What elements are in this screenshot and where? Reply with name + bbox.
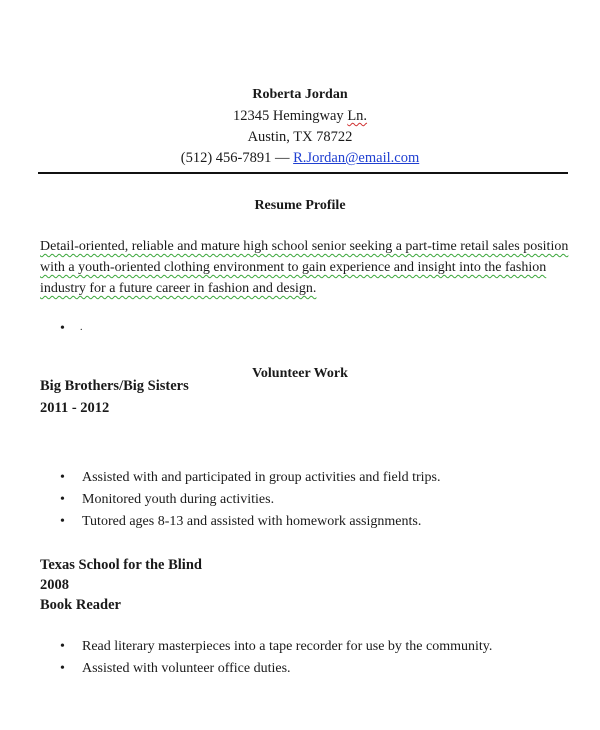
volunteer-role-2: Book Reader bbox=[40, 597, 121, 613]
bullet-icon: • bbox=[60, 492, 65, 507]
list-item: • Tutored ages 8-13 and assisted with homework assignments. bbox=[40, 511, 440, 533]
list-item: • Assisted with and participated in group activities and field trips. bbox=[40, 467, 440, 489]
bullet-icon: • bbox=[60, 639, 65, 654]
header-divider bbox=[38, 172, 568, 174]
volunteer-heading: Volunteer Work bbox=[252, 366, 348, 381]
empty-bullet-text: . bbox=[80, 322, 83, 333]
bullet-icon: • bbox=[60, 470, 65, 485]
phone-number: (512) 456-7891 — bbox=[180, 150, 294, 166]
volunteer-items-1 bbox=[40, 467, 440, 533]
bullet-icon: • bbox=[60, 514, 65, 529]
list-item: • Assisted with volunteer office duties. bbox=[40, 658, 492, 680]
address-line-2: Austin, TX 78722 bbox=[247, 129, 353, 145]
street-suffix-flagged: Ln. bbox=[347, 108, 368, 124]
empty-bullet-icon: • bbox=[60, 321, 65, 336]
volunteer-dates-1: 2011 - 2012 bbox=[40, 400, 110, 416]
email-link[interactable]: R.Jordan@email.com bbox=[293, 150, 420, 166]
profile-summary: Detail-oriented, reliable and mature high school senior seeking a part-time retail sales position with a youth-oriented clothing environment to gain experience and insight into the fashion industry for a future career in fashion and design. bbox=[40, 239, 569, 296]
volunteer-org-1: Big Brothers/Big Sisters bbox=[40, 378, 189, 394]
address-line-1 bbox=[0, 108, 600, 125]
list-item: • Read literary masterpieces into a tape recorder for use by the community. bbox=[40, 636, 492, 658]
list-item: • Monitored youth during activities. bbox=[40, 489, 440, 511]
applicant-name: Roberta Jordan bbox=[252, 87, 348, 102]
profile-heading: Resume Profile bbox=[254, 198, 346, 213]
contact-line bbox=[0, 150, 600, 167]
bullet-icon: • bbox=[60, 661, 65, 676]
volunteer-org-2: Texas School for the Blind bbox=[40, 557, 202, 573]
volunteer-dates-2: 2008 bbox=[40, 577, 69, 593]
street-text: 12345 Hemingway bbox=[232, 108, 348, 124]
volunteer-items-2 bbox=[40, 636, 492, 680]
